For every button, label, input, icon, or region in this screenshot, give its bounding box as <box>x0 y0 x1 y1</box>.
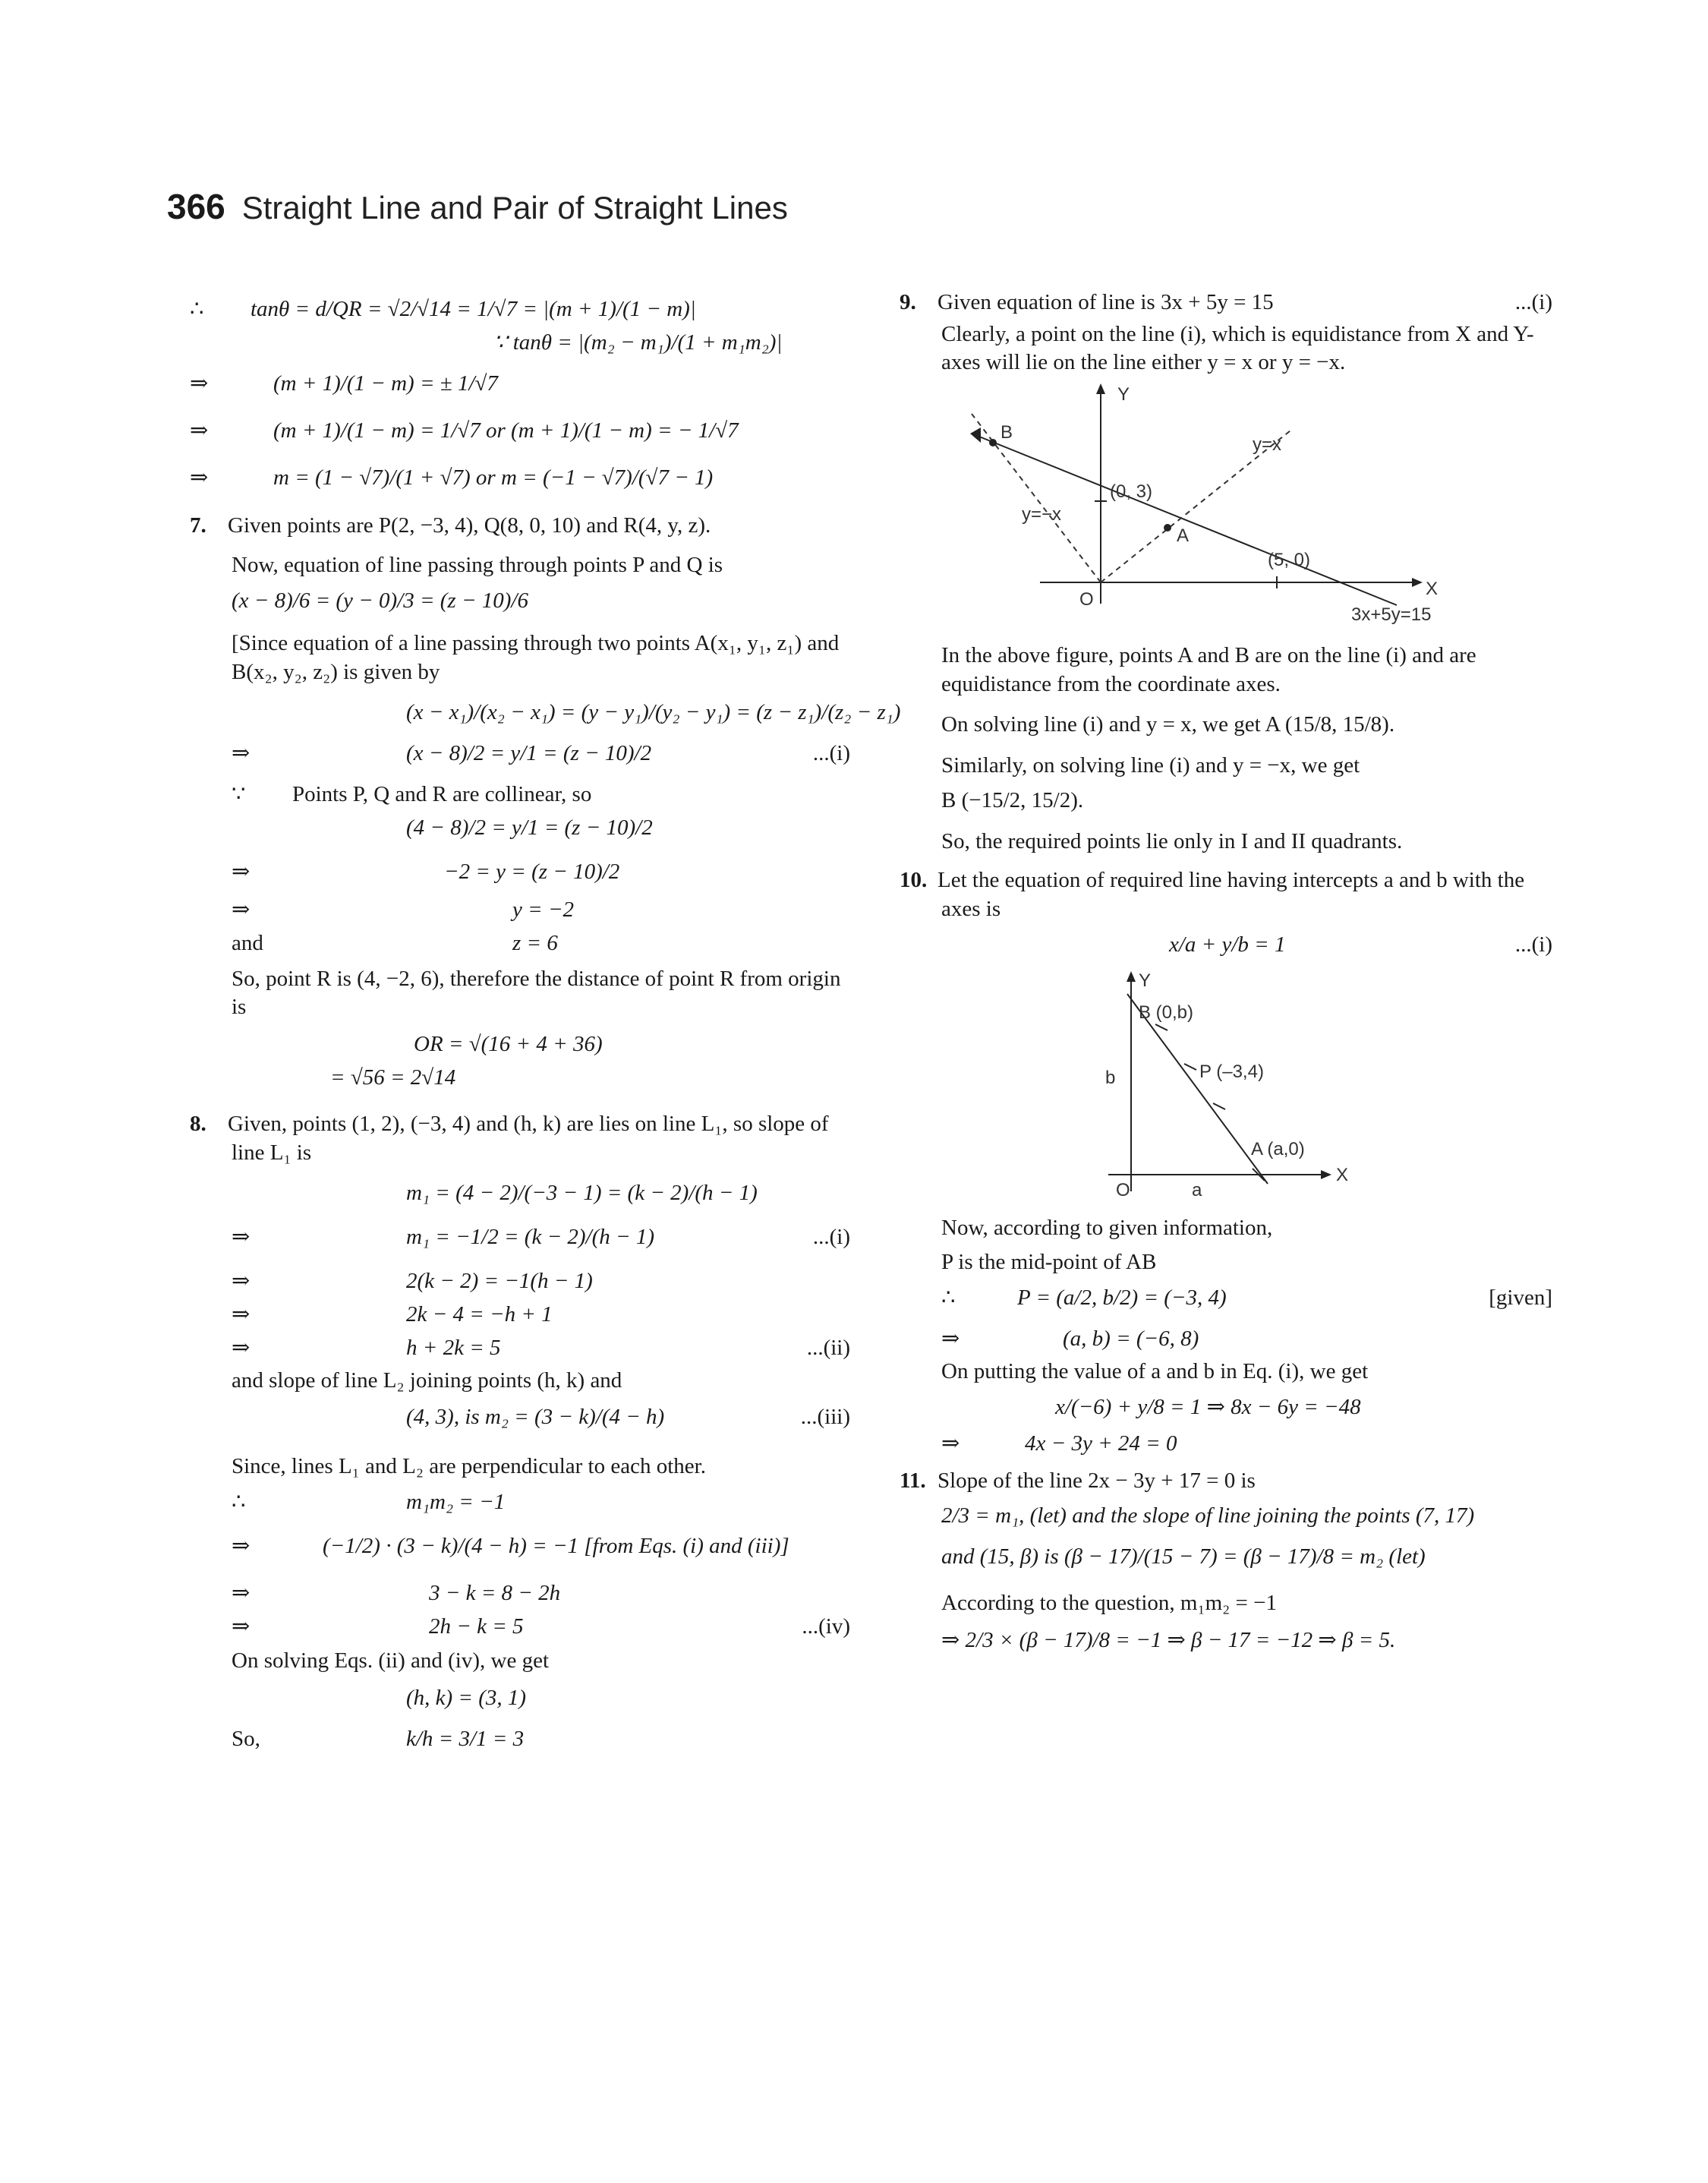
text: Let the equation of required line having intercepts a and b with the axes is <box>938 868 1525 921</box>
label-5-0: (5, 0) <box>1268 550 1311 571</box>
label-y-eq-x: y=x <box>1253 434 1282 456</box>
text: Given equation of line is 3x + 5y = 15 <box>938 290 1274 314</box>
symbol: So, <box>232 1726 260 1751</box>
equation: k/h = 3/1 = 3 <box>406 1726 525 1751</box>
text: So, the required points lie only in I and II quadrants. <box>941 828 1403 853</box>
equation: OR = √(16 + 4 + 36) <box>414 1032 603 1057</box>
label-p-point: P (–3,4) <box>1199 1061 1264 1082</box>
text: On solving Eqs. (ii) and (iv), we get <box>232 1648 550 1673</box>
left-column <box>190 281 901 1758</box>
equation: 2k − 4 = −h + 1 <box>406 1301 553 1327</box>
origin-label: O <box>1079 589 1094 610</box>
text: According to the question, m₁m₂ = −1 <box>941 1591 1277 1616</box>
equation: (x − x₁)/(x₂ − x₁) = (y − y₁)/(y₂ − y₁) = (z − z₁)/(z₂ − z₁) <box>406 699 901 724</box>
equation-tag: [given] <box>1489 1286 1552 1311</box>
question-number: 8. <box>190 1112 206 1137</box>
equation: (m + 1)/(1 − m) = ± 1/√7 <box>273 371 498 396</box>
x-axis-arrow <box>1412 578 1423 587</box>
equation: (4, 3), is m₂ = (3 − k)/(4 − h) <box>406 1405 665 1430</box>
equation-note: ∵ tanθ = |(m₂ − m₁)/(1 + m₁m₂)| <box>493 330 783 355</box>
label-a-length: a <box>1192 1179 1202 1200</box>
question-11 <box>900 1467 1552 1656</box>
equation: z = 6 <box>512 930 558 955</box>
text: B (−15/2, 15/2). <box>941 787 1084 812</box>
symbol: and <box>232 930 263 955</box>
equation: 2h − k = 5 <box>429 1614 524 1639</box>
symbol: ⇒ <box>232 1224 251 1249</box>
text: Clearly, a point on the line (i), which is equidistance from X and Y-axes will lie on the line either y = x or y = −x. <box>941 321 1534 375</box>
symbol: ⇒ <box>232 859 251 884</box>
text: In the above figure, points A and B are on the line (i) and are equidistance from the coordinate axes. <box>941 643 1476 696</box>
equation: (x − 8)/6 = (y − 0)/3 = (z − 10)/6 <box>232 588 528 613</box>
equation: x/(−6) + y/8 = 1 ⇒ 8x − 6y = −48 <box>1055 1394 1361 1419</box>
point-a <box>1164 524 1171 532</box>
symbol: ⇒ <box>941 1431 960 1456</box>
equation: 2/3 = m₁, (let) and the slope of line joining the points (7, 17) <box>941 1503 1475 1528</box>
equation: m₁ = (4 − 2)/(−3 − 1) = (k − 2)/(h − 1) <box>406 1180 758 1205</box>
label-b-length: b <box>1105 1067 1116 1088</box>
text: Now, according to given information, <box>941 1215 1273 1240</box>
equation: x/a + y/b = 1 <box>1169 932 1286 957</box>
equation: m₁ = −1/2 = (k − 2)/(h − 1) <box>406 1224 654 1249</box>
text: Since, lines L₁ and L₂ are perpendicular to each other. <box>232 1454 706 1479</box>
label-a-point: A (a,0) <box>1251 1138 1305 1159</box>
equation: 4x − 3y + 24 = 0 <box>1025 1431 1177 1456</box>
chapter-title: Straight Line and Pair of Straight Lines <box>241 190 788 226</box>
label-0-3: (0, 3) <box>1110 481 1153 503</box>
symbol: ⇒ <box>941 1327 960 1352</box>
equation: (h, k) = (3, 1) <box>406 1685 527 1710</box>
text: Given, points (1, 2), (−3, 4) and (h, k) are lies on line L₁, so slope of line L₁ is <box>228 1112 829 1165</box>
symbol: ⇒ <box>232 1614 251 1639</box>
equation: 3 − k = 8 − 2h <box>429 1581 561 1606</box>
equation: (m + 1)/(1 − m) = 1/√7 or (m + 1)/(1 − m) = − 1/√7 <box>273 418 739 443</box>
tick <box>1184 1064 1196 1070</box>
question-number: 7. <box>190 513 206 538</box>
equation: ⇒ 2/3 × (β − 17)/8 = −1 ⇒ β − 17 = −12 ⇒ β = 5. <box>941 1628 1396 1653</box>
tick <box>1213 1103 1225 1109</box>
equation: tanθ = d/QR = √2/√14 = 1/√7 = |(m + 1)/(1 − m)| <box>251 297 696 322</box>
question-number: 11. <box>900 1468 926 1493</box>
equation: y = −2 <box>512 897 575 922</box>
symbol: ⇒ <box>190 371 209 396</box>
line-y-eq-neg-x <box>972 414 1101 582</box>
symbol: ⇒ <box>232 1335 251 1360</box>
symbol: ⇒ <box>232 897 251 922</box>
equation: m₁m₂ = −1 <box>406 1490 506 1515</box>
equation-tag: ...(iv) <box>802 1614 850 1639</box>
figure-q10 <box>1093 964 1412 1207</box>
equation: m = (1 − √7)/(1 + √7) or m = (−1 − √7)/(√7 − 1) <box>273 465 714 491</box>
equation: and (15, β) is (β − 17)/(15 − 7) = (β − 17)/8 = m₂ (let) <box>941 1544 1426 1569</box>
symbol: ∵ <box>232 781 246 806</box>
text: Similarly, on solving line (i) and y = −x, we get <box>941 753 1360 778</box>
label-y-eq-neg-x: y=−x <box>1022 504 1062 525</box>
equation: −2 = y = (z − 10)/2 <box>444 859 620 884</box>
symbol: ∴ <box>190 297 204 322</box>
equation: = √56 = 2√14 <box>330 1065 456 1090</box>
text: [Since equation of a line passing through two points A(x₁, y₁, z₁) and B(x₂, y₂, z₂) is given by <box>232 631 840 685</box>
text: P is the mid-point of AB <box>941 1250 1157 1275</box>
text: Slope of the line 2x − 3y + 17 = 0 is <box>938 1468 1256 1493</box>
symbol: ⇒ <box>232 740 251 765</box>
x-axis-label: X <box>1426 579 1439 600</box>
symbol: ⇒ <box>232 1268 251 1293</box>
point-b <box>989 439 997 446</box>
symbol: ⇒ <box>232 1534 251 1559</box>
origin-label: O <box>1116 1179 1130 1200</box>
label-b-point: B (0,b) <box>1139 1002 1194 1023</box>
symbol: ⇒ <box>190 418 209 443</box>
y-axis-arrow <box>1127 971 1136 982</box>
text: Given points are P(2, −3, 4), Q(8, 0, 10) and R(4, y, z). <box>228 513 711 538</box>
text: On solving line (i) and y = x, we get A (15/8, 15/8). <box>941 712 1395 737</box>
x-axis-arrow <box>1321 1170 1331 1179</box>
line-arrow <box>970 427 981 443</box>
text: On putting the value of a and b in Eq. (i), we get <box>941 1358 1369 1383</box>
tick <box>1155 1024 1168 1030</box>
page-header <box>167 186 788 239</box>
equation: (x − 8)/2 = y/1 = (z − 10)/2 <box>406 740 652 765</box>
figure-q9 <box>949 383 1465 634</box>
question-10 <box>900 866 1552 1459</box>
symbol: ⇒ <box>232 1581 251 1606</box>
equation-tag: ...(i) <box>812 740 850 765</box>
q6-continuation <box>190 295 850 494</box>
text: Now, equation of line passing through points P and Q is <box>232 552 723 577</box>
symbol: ⇒ <box>190 465 209 491</box>
equation-tag: ...(i) <box>1514 932 1552 957</box>
symbol: ⇒ <box>232 1301 251 1327</box>
equation: (a, b) = (−6, 8) <box>1063 1327 1199 1352</box>
equation-tag: ...(i) <box>812 1224 850 1249</box>
equation-tag: ...(i) <box>1514 290 1552 314</box>
symbol: ∴ <box>941 1286 956 1311</box>
equation-tag: ...(ii) <box>806 1335 850 1360</box>
equation: P = (a/2, b/2) = (−3, 4) <box>1017 1286 1227 1311</box>
page-number: 366 <box>167 187 225 226</box>
label-b: B <box>1001 422 1013 443</box>
symbol: ∴ <box>232 1490 246 1515</box>
equation: (−1/2) · (3 − k)/(4 − h) = −1 [from Eqs. (i) and (iii)] <box>323 1534 789 1559</box>
right-column <box>900 281 1552 1659</box>
question-8 <box>190 1110 850 1754</box>
label-main-line: 3x+5y=15 <box>1351 604 1432 626</box>
question-7 <box>190 512 901 1093</box>
equation: (4 − 8)/2 = y/1 = (z − 10)/2 <box>406 815 653 840</box>
y-axis-label: Y <box>1117 384 1130 405</box>
equation: 2(k − 2) = −1(h − 1) <box>406 1268 593 1293</box>
text: Points P, Q and R are collinear, so <box>292 781 592 806</box>
question-9 <box>900 289 1552 856</box>
text: So, point R is (4, −2, 6), therefore the distance of point R from origin is <box>232 966 841 1020</box>
text: and slope of line L₂ joining points (h, k) and <box>232 1368 622 1393</box>
y-axis-label: Y <box>1139 970 1152 991</box>
x-axis-label: X <box>1336 1164 1349 1185</box>
label-a: A <box>1177 525 1190 547</box>
equation: h + 2k = 5 <box>406 1335 501 1360</box>
question-number: 10. <box>900 868 928 893</box>
y-axis-arrow <box>1096 383 1105 394</box>
equation-tag: ...(iii) <box>800 1405 850 1430</box>
question-number: 9. <box>900 290 916 314</box>
